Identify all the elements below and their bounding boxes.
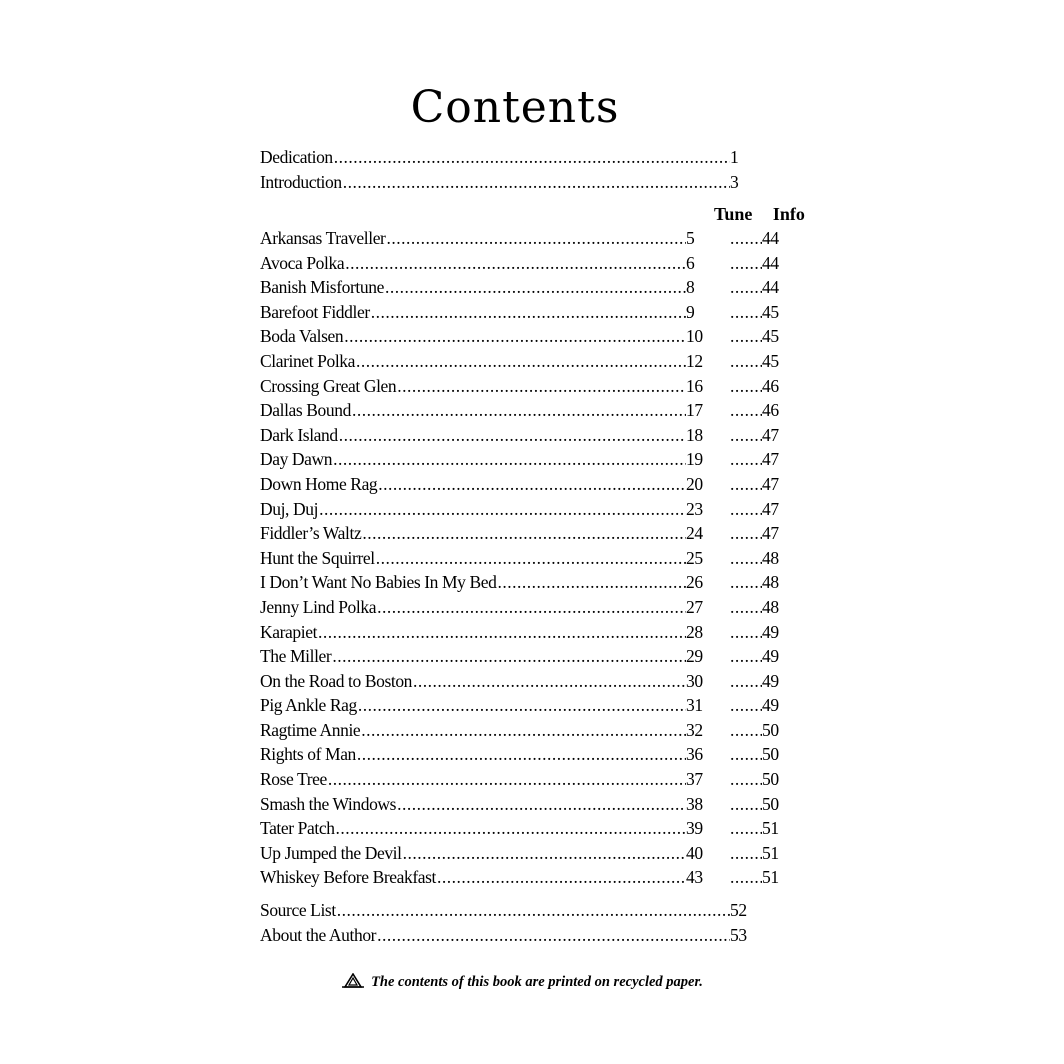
info-page-number: 44 bbox=[762, 277, 779, 298]
entry-pages bbox=[730, 147, 790, 168]
info-page-number: 46 bbox=[762, 375, 779, 396]
dot-leader bbox=[437, 867, 686, 888]
entry-pages bbox=[686, 326, 790, 347]
footer-note bbox=[0, 973, 1044, 994]
column-headers bbox=[714, 204, 805, 225]
back-matter-list bbox=[260, 900, 790, 949]
info-page-number: 48 bbox=[762, 547, 779, 568]
dot-leader bbox=[362, 523, 686, 544]
dot-leader bbox=[730, 646, 762, 667]
dot-leader bbox=[378, 474, 686, 495]
tune-entry bbox=[260, 572, 790, 597]
dot-leader bbox=[730, 671, 762, 692]
tune-page-number: 19 bbox=[686, 449, 703, 470]
info-page-number: 45 bbox=[762, 350, 779, 371]
entry-pages bbox=[730, 172, 790, 193]
tune-title: Up Jumped the Devil bbox=[260, 842, 402, 863]
page-number: 52 bbox=[730, 900, 747, 920]
tune-page-number: 36 bbox=[686, 744, 703, 765]
tune-entry bbox=[260, 818, 790, 843]
tune-entry bbox=[260, 449, 790, 474]
tune-title: Tater Patch bbox=[260, 818, 335, 839]
dot-leader bbox=[730, 253, 762, 274]
tune-page-number: 28 bbox=[686, 621, 703, 642]
tune-title: Crossing Great Glen bbox=[260, 375, 397, 396]
info-page-number: 50 bbox=[762, 769, 779, 790]
tune-entry bbox=[260, 523, 790, 548]
toc-entry bbox=[260, 147, 790, 172]
entry-pages bbox=[730, 925, 790, 946]
dot-leader bbox=[345, 253, 686, 274]
entry-pages bbox=[730, 900, 790, 921]
dot-leader bbox=[377, 925, 730, 946]
entry-pages bbox=[686, 622, 790, 643]
entry-pages bbox=[686, 474, 790, 495]
tune-column-header: Tune bbox=[714, 204, 753, 224]
dot-leader bbox=[371, 302, 686, 323]
tune-page-number: 38 bbox=[686, 793, 703, 814]
dot-leader bbox=[397, 794, 686, 815]
dot-leader bbox=[730, 376, 762, 397]
tune-title: Rights of Man bbox=[260, 744, 356, 765]
entry-pages bbox=[686, 425, 790, 446]
entry-pages bbox=[686, 253, 790, 274]
page-number: 53 bbox=[730, 924, 747, 945]
tune-title: Barefoot Fiddler bbox=[260, 301, 370, 322]
info-page-number: 45 bbox=[762, 301, 779, 322]
tune-entry bbox=[260, 302, 790, 327]
entry-pages bbox=[686, 523, 790, 544]
dot-leader bbox=[730, 622, 762, 643]
tune-page-number: 9 bbox=[686, 301, 695, 322]
info-page-number: 51 bbox=[762, 867, 779, 888]
tune-page-number: 12 bbox=[686, 350, 703, 371]
tune-title: Clarinet Polka bbox=[260, 350, 356, 371]
tune-title: Duj, Duj bbox=[260, 498, 319, 519]
toc-entry bbox=[260, 900, 790, 925]
info-page-number: 47 bbox=[762, 498, 779, 519]
tune-entry bbox=[260, 720, 790, 745]
tune-entry bbox=[260, 646, 790, 671]
info-page-number: 49 bbox=[762, 646, 779, 667]
tune-title: The Miller bbox=[260, 646, 332, 667]
dot-leader bbox=[730, 794, 762, 815]
tune-title: Fiddler’s Waltz bbox=[260, 523, 362, 544]
tune-entry bbox=[260, 351, 790, 376]
tune-page-number: 26 bbox=[686, 572, 703, 593]
tune-title: Dallas Bound bbox=[260, 400, 351, 421]
tune-entry bbox=[260, 376, 790, 401]
entry-pages bbox=[686, 597, 790, 618]
info-page-number: 49 bbox=[762, 695, 779, 716]
tune-title: Whiskey Before Breakfast bbox=[260, 867, 437, 888]
tune-page-number: 39 bbox=[686, 818, 703, 839]
entry-pages bbox=[686, 646, 790, 667]
entry-pages bbox=[686, 449, 790, 470]
tune-title: Karapiet bbox=[260, 621, 318, 642]
tune-title: Dark Island bbox=[260, 424, 338, 445]
tune-page-number: 6 bbox=[686, 252, 695, 273]
entry-pages bbox=[686, 794, 790, 815]
entry-pages bbox=[686, 843, 790, 864]
dot-leader bbox=[385, 277, 686, 298]
entry-pages bbox=[686, 769, 790, 790]
tune-entry bbox=[260, 597, 790, 622]
tune-page-number: 18 bbox=[686, 424, 703, 445]
info-page-number: 45 bbox=[762, 326, 779, 347]
tune-page-number: 32 bbox=[686, 719, 703, 740]
tune-entry bbox=[260, 326, 790, 351]
dot-leader bbox=[361, 720, 686, 741]
entry-pages bbox=[686, 671, 790, 692]
entry-title: Introduction bbox=[260, 171, 342, 192]
dot-leader bbox=[333, 449, 686, 470]
recycle-icon bbox=[341, 973, 365, 994]
tune-title: Smash the Windows bbox=[260, 793, 397, 814]
entry-pages bbox=[686, 228, 790, 249]
dot-leader bbox=[334, 147, 730, 168]
tune-entry bbox=[260, 695, 790, 720]
dot-leader bbox=[730, 744, 762, 765]
entry-title: Dedication bbox=[260, 147, 333, 167]
tune-entry bbox=[260, 671, 790, 696]
info-page-number: 51 bbox=[762, 818, 779, 839]
tune-page-number: 10 bbox=[686, 326, 703, 347]
info-page-number: 47 bbox=[762, 449, 779, 470]
entry-pages bbox=[686, 720, 790, 741]
toc-entry bbox=[260, 172, 790, 197]
info-page-number: 48 bbox=[762, 572, 779, 593]
tune-entry bbox=[260, 277, 790, 302]
dot-leader bbox=[376, 548, 686, 569]
tune-page-number: 20 bbox=[686, 473, 703, 494]
dot-leader bbox=[357, 744, 686, 765]
info-page-number: 50 bbox=[762, 793, 779, 814]
dot-leader bbox=[730, 572, 762, 593]
tune-title: Rose Tree bbox=[260, 769, 327, 790]
info-page-number: 50 bbox=[762, 744, 779, 765]
tune-page-number: 27 bbox=[686, 596, 703, 617]
tune-list bbox=[260, 228, 790, 892]
page-title: Contents bbox=[410, 82, 620, 133]
dot-leader bbox=[730, 867, 762, 888]
dot-leader bbox=[336, 818, 686, 839]
entry-pages bbox=[686, 695, 790, 716]
dot-leader bbox=[730, 769, 762, 790]
entry-pages bbox=[686, 572, 790, 593]
tune-title: Arkansas Traveller bbox=[260, 228, 386, 248]
tune-entry bbox=[260, 400, 790, 425]
info-page-number: 48 bbox=[762, 596, 779, 617]
dot-leader bbox=[730, 499, 762, 520]
dot-leader bbox=[377, 597, 686, 618]
tune-title: Down Home Rag bbox=[260, 473, 378, 494]
tune-page-number: 23 bbox=[686, 498, 703, 519]
dot-leader bbox=[730, 326, 762, 347]
dot-leader bbox=[730, 720, 762, 741]
tune-page-number: 30 bbox=[686, 670, 703, 691]
dot-leader bbox=[730, 523, 762, 544]
dot-leader bbox=[730, 425, 762, 446]
page-number: 3 bbox=[730, 171, 739, 192]
dot-leader bbox=[730, 548, 762, 569]
entry-pages bbox=[686, 277, 790, 298]
tune-entry bbox=[260, 499, 790, 524]
tune-page-number: 43 bbox=[686, 867, 703, 888]
tune-page-number: 31 bbox=[686, 695, 703, 716]
info-page-number: 44 bbox=[762, 252, 779, 273]
dot-leader bbox=[387, 228, 687, 249]
info-page-number: 51 bbox=[762, 842, 779, 863]
tune-page-number: 37 bbox=[686, 769, 703, 790]
dot-leader bbox=[352, 400, 686, 421]
front-matter-list bbox=[260, 147, 790, 196]
dot-leader bbox=[730, 449, 762, 470]
tune-entry bbox=[260, 622, 790, 647]
tune-entry bbox=[260, 867, 790, 892]
dot-leader bbox=[730, 351, 762, 372]
dot-leader bbox=[730, 843, 762, 864]
entry-pages bbox=[686, 744, 790, 765]
tune-title: Boda Valsen bbox=[260, 326, 344, 347]
tune-page-number: 17 bbox=[686, 400, 703, 421]
info-column-header: Info bbox=[772, 204, 805, 224]
dot-leader bbox=[413, 671, 686, 692]
tune-page-number: 16 bbox=[686, 375, 703, 396]
entry-pages bbox=[686, 548, 790, 569]
tune-entry bbox=[260, 253, 790, 278]
dot-leader bbox=[730, 474, 762, 495]
entry-title: About the Author bbox=[260, 924, 377, 945]
tune-title: On the Road to Boston bbox=[260, 670, 413, 691]
entry-pages bbox=[686, 302, 790, 323]
dot-leader bbox=[337, 900, 730, 921]
dot-leader bbox=[730, 818, 762, 839]
entry-pages bbox=[686, 867, 790, 888]
dot-leader bbox=[497, 572, 686, 593]
tune-entry bbox=[260, 769, 790, 794]
entry-pages bbox=[686, 499, 790, 520]
dot-leader bbox=[358, 695, 686, 716]
info-page-number: 50 bbox=[762, 719, 779, 740]
info-page-number: 49 bbox=[762, 621, 779, 642]
info-page-number: 49 bbox=[762, 670, 779, 691]
dot-leader bbox=[403, 843, 686, 864]
dot-leader bbox=[730, 695, 762, 716]
tune-entry bbox=[260, 474, 790, 499]
tune-title: I Don’t Want No Babies In My Bed bbox=[260, 572, 497, 593]
dot-leader bbox=[344, 326, 686, 347]
info-page-number: 46 bbox=[762, 400, 779, 421]
tune-page-number: 5 bbox=[686, 228, 695, 248]
tune-page-number: 25 bbox=[686, 547, 703, 568]
entry-pages bbox=[686, 376, 790, 397]
tune-page-number: 29 bbox=[686, 646, 703, 667]
dot-leader bbox=[356, 351, 686, 372]
tune-page-number: 24 bbox=[686, 523, 703, 544]
tune-title: Day Dawn bbox=[260, 449, 333, 470]
entry-pages bbox=[686, 351, 790, 372]
info-page-number: 47 bbox=[762, 473, 779, 494]
tune-title: Hunt the Squirrel bbox=[260, 547, 375, 568]
tune-entry bbox=[260, 425, 790, 450]
dot-leader bbox=[328, 769, 686, 790]
footer-text: The contents of this book are printed on recycled paper. bbox=[371, 974, 703, 990]
tune-title: Jenny Lind Polka bbox=[260, 596, 377, 617]
tune-entry bbox=[260, 794, 790, 819]
tune-entry bbox=[260, 228, 790, 253]
tune-entry bbox=[260, 744, 790, 769]
info-page-number: 47 bbox=[762, 523, 779, 544]
dot-leader bbox=[730, 228, 762, 249]
entry-pages bbox=[686, 400, 790, 421]
tune-title: Pig Ankle Rag bbox=[260, 695, 357, 716]
dot-leader bbox=[343, 172, 730, 193]
dot-leader bbox=[318, 622, 686, 643]
tune-page-number: 40 bbox=[686, 842, 703, 863]
entry-pages bbox=[686, 818, 790, 839]
tune-title: Ragtime Annie bbox=[260, 719, 361, 740]
info-page-number: 47 bbox=[762, 424, 779, 445]
dot-leader bbox=[332, 646, 686, 667]
info-page-number: 44 bbox=[762, 228, 779, 248]
dot-leader bbox=[730, 277, 762, 298]
dot-leader bbox=[319, 499, 686, 520]
page-number: 1 bbox=[730, 147, 739, 167]
dot-leader bbox=[730, 400, 762, 421]
toc-entry bbox=[260, 925, 790, 950]
tune-entry bbox=[260, 843, 790, 868]
dot-leader bbox=[730, 597, 762, 618]
tune-title: Avoca Polka bbox=[260, 252, 345, 273]
tune-entry bbox=[260, 548, 790, 573]
tune-title: Banish Misfortune bbox=[260, 277, 384, 298]
dot-leader bbox=[339, 425, 686, 446]
dot-leader bbox=[730, 302, 762, 323]
dot-leader bbox=[397, 376, 686, 397]
entry-title: Source List bbox=[260, 900, 336, 920]
tune-page-number: 8 bbox=[686, 277, 695, 298]
